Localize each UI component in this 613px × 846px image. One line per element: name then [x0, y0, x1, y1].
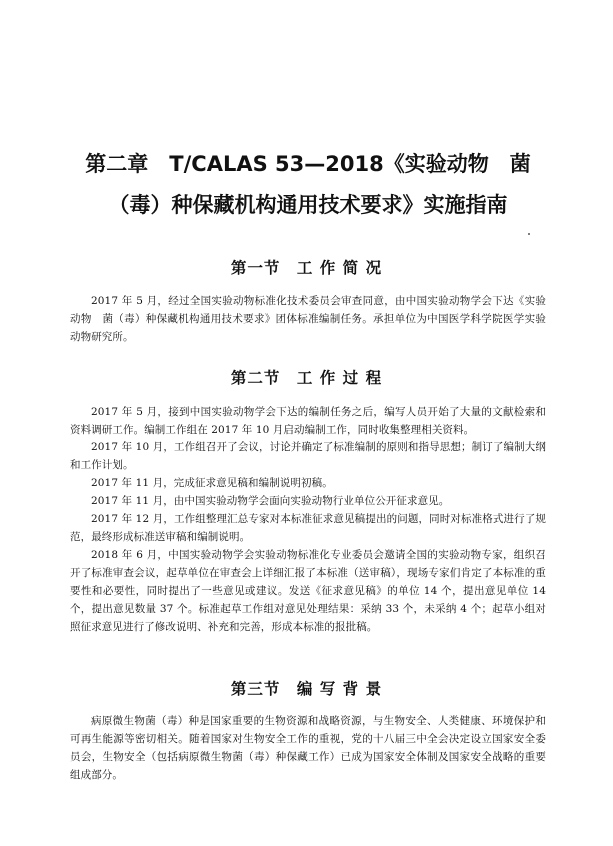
section-heading-3: 第三节 编 写 背 景 [230, 680, 383, 698]
speck-mark [528, 233, 530, 235]
section-heading-1: 第一节 工 作 简 况 [230, 259, 383, 277]
section-2-paragraph-6: 2018 年 6 月，中国实验动物学会实验动物标准化专业委员会邀请全国的实验动物专家，组织召开了标准审查会议，起草单位在审查会上详细汇报了本标准（送审稿），现场专家们肯定了本标准的重要性和必要性，同时提出了一些意见或建议。发送《征求意见稿》的单位 14 个，提出意见单位 14 个，提出意见数量 37 个。标准起草工作组对意见处理结果：采纳 33 个，未采纳 4 个；起草小组对照征求意见进行了修改说明、补充和完善，形成本标准的报批稿。 [70, 549, 546, 633]
section-heading-2: 第二节 工 作 过 程 [230, 369, 383, 387]
chapter-title-line-2: （毒）种保藏机构通用技术要求》实施指南 [108, 193, 508, 217]
chapter-title-line-1: 第二章 T/CALAS 53—2018《实验动物 菌 [85, 152, 531, 176]
section-2-paragraph-5: 2017 年 12 月，工作组整理汇总专家对本标准征求意见稿提出的问题，同时对标准格式进行了规范，最终形成标准送审稿和编制说明。 [70, 513, 546, 543]
section-2-paragraph-2: 2017 年 10 月，工作组召开了会议，讨论并确定了标准编制的原则和指导思想；制订了编制大纲和工作计划。 [70, 441, 546, 471]
section-3-paragraph-1: 病原微生物菌（毒）种是国家重要的生物资源和战略资源，与生物安全、人类健康、环境保护和可再生能源等密切相关。随着国家对生物安全工作的重视，党的十八届三中全会决定设立国家安全委员会，生物安全（包括病原微生物菌（毒）种保藏工作）已成为国家安全体制及国家安全战略的重要组成部分。 [70, 715, 546, 781]
section-2-paragraph-3: 2017 年 11 月，完成征求意见稿和编制说明初稿。 [91, 477, 333, 489]
section-2-paragraph-4: 2017 年 11 月，由中国实验动物学会面向实验动物行业单位公开征求意见。 [91, 495, 450, 507]
section-1-paragraph-1: 2017 年 5 月，经过全国实验动物标准化技术委员会审查同意，由中国实验动物学会下达《实验动物 菌（毒）种保藏机构通用技术要求》团体标准编制任务。承担单位为中国医学科学院医学实验动物研究所。 [70, 295, 546, 343]
section-2-paragraph-1: 2017 年 5 月，接到中国实验动物学会下达的编制任务之后，编写人员开始了大量的文献检索和资料调研工作。编制工作组在 2017 年 10 月启动编制工作，同时收集整理相关资料。 [70, 406, 546, 436]
